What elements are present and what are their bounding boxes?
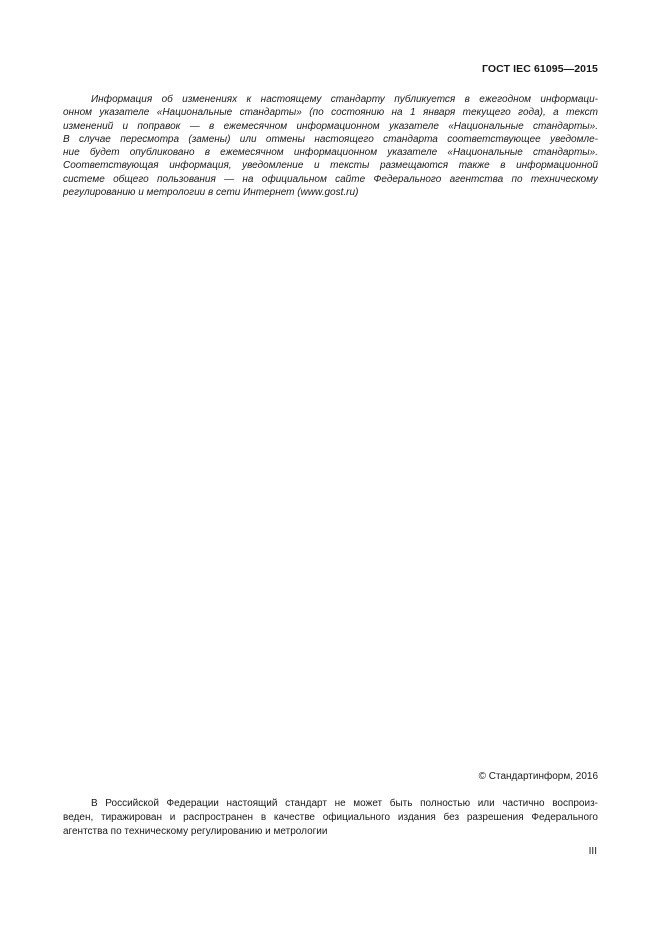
info-line: В случае пересмотра (замены) или отмены настоящего стандарта соответствующее уведомле-: [63, 133, 598, 145]
info-line: изменений и поправок — в ежемесячном информационном указателе «Национальные стандарты».: [63, 120, 598, 132]
info-line: Информация об изменениях к настоящему стандарту публикуется в ежегодном информаци-: [91, 94, 598, 105]
info-line: онном указателе «Национальные стандарты» (по состоянию на 1 января текущего года), а текст: [63, 107, 598, 119]
standard-code: ГОСТ IEC 61095—2015: [481, 63, 598, 75]
notice-line: агентства по техническому регулированию и метрологии: [63, 826, 328, 838]
publication-info-paragraph: [63, 93, 598, 199]
notice-line: В Российской Федерации настоящий стандарт не может быть полностью или частично воспроиз-: [91, 798, 598, 809]
info-line: Соответствующая информация, уведомление и тексты размещаются также в информационной: [63, 160, 598, 172]
info-line: регулированию и метрологии в сети Интернет (www.gost.ru): [63, 187, 359, 199]
copyright-notice: © Стандартинформ, 2016: [478, 771, 598, 782]
notice-line: веден, тиражирован и распространен в качестве официального издания без разрешения Федерального: [63, 812, 598, 824]
reproduction-notice-paragraph: [63, 797, 598, 840]
info-line: ние будет опубликовано в ежемесячном информационном указателе «Национальные стандарты».: [63, 147, 598, 159]
info-line: системе общего пользования — на официальном сайте Федерального агентства по техническому: [63, 173, 598, 185]
page-number: III: [588, 846, 597, 857]
